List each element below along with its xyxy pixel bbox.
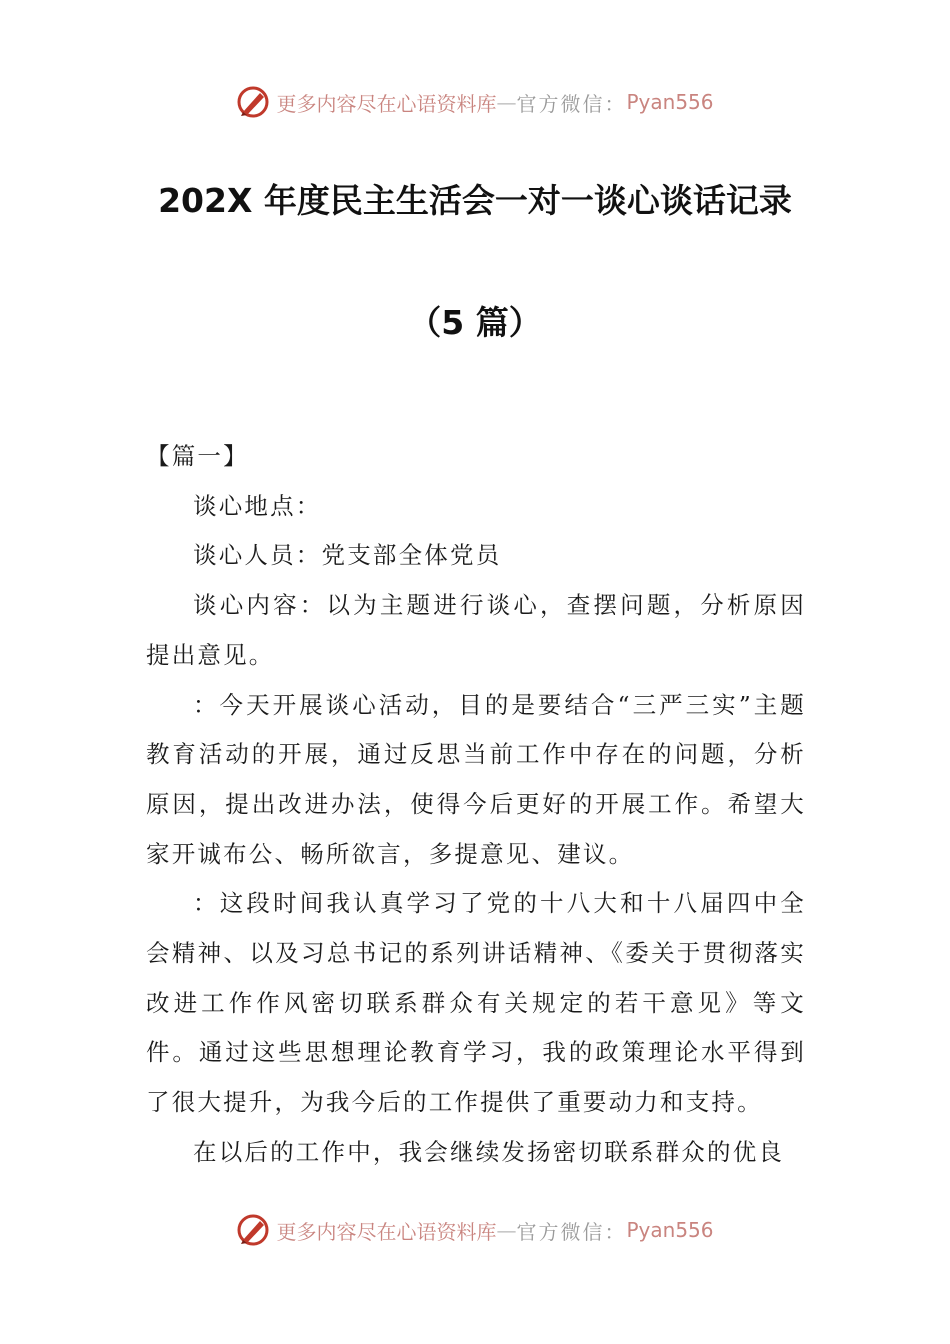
watermark-dash: — <box>496 1218 517 1242</box>
document-title: 202X 年度民主生活会一对一谈心谈话记录 <box>158 181 792 220</box>
footer-watermark <box>0 1210 950 1250</box>
watermark-text: 更多内容尽在心语资料库 <box>276 1219 497 1244</box>
watermark-id: Pyan556 <box>626 90 714 114</box>
header-watermark <box>0 82 950 122</box>
paragraph: ：这段时间我认真学习了党的十八大和十八届四中全会精神、以及习总书记的系列讲话精神、《委关于贯彻落实改进工作作风密切联系群众有关规定的若干意见》等文件。通过这些思想理论教育学习，我的政策理论水平得到了很大提升，为我今后的工作提供了重要动力和支持。 <box>146 889 806 1117</box>
paragraph: 谈心内容：以为主题进行谈心，查摆问题，分析原因提出意见。 <box>146 591 806 669</box>
pen-logo-icon <box>236 85 270 119</box>
watermark-text: 更多内容尽在心语资料库 <box>276 91 497 116</box>
watermark-label: 官方微信： <box>516 91 627 116</box>
watermark-id: Pyan556 <box>626 1218 714 1242</box>
watermark-dash: — <box>496 90 517 114</box>
watermark-label: 官方微信： <box>516 1219 627 1244</box>
paragraph: ：今天开展谈心活动，目的是要结合“三严三实”主题教育活动的开展，通过反思当前工作中存在的问题，分析原因，提出改进办法，使得今后更好的开展工作。希望大家开诚布公、畅所欲言，多提意见、建议。 <box>146 690 806 868</box>
pen-logo-icon <box>236 1213 270 1247</box>
paragraph: 谈心人员：党支部全体党员 <box>193 541 502 570</box>
document-body <box>146 432 806 1178</box>
paragraph: 在以后的工作中，我会继续发扬密切联系群众的优良 <box>193 1137 785 1166</box>
document-subtitle: （5 篇） <box>408 303 542 342</box>
section-heading: 【篇一】 <box>146 442 249 470</box>
paragraph: 谈心地点： <box>193 491 322 520</box>
